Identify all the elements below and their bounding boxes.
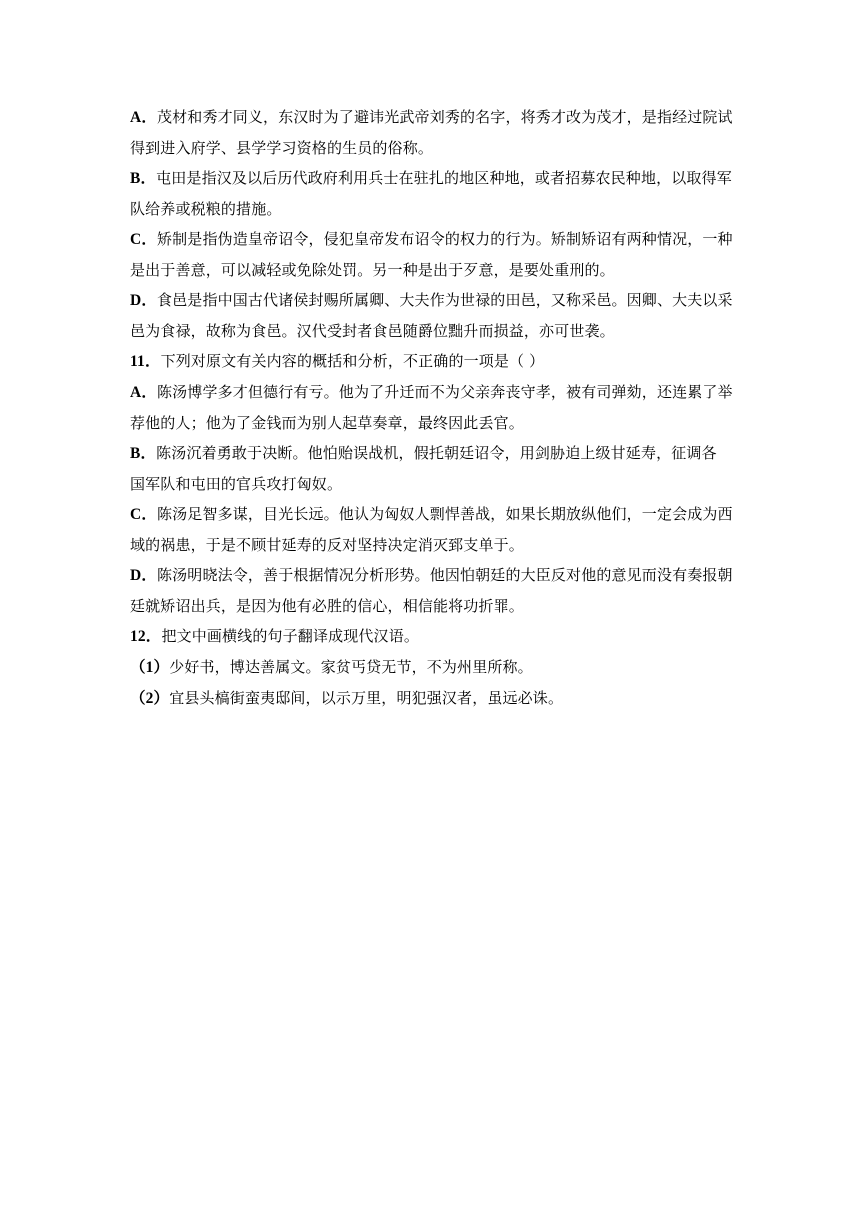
q12-sentence-1 (130, 652, 734, 683)
option-label: B． (130, 170, 157, 187)
q11-option-d-line-2 (130, 591, 734, 621)
sub-question-number: （2） (130, 690, 170, 707)
option-text: 陈汤足智多谋，目光长远。他认为匈奴人剽悍善战，如果长期放纵他们，一定会成为西 (157, 505, 733, 523)
option-label: A． (130, 384, 157, 401)
sentence-text: 少好书，博达善属文。家贫丐贷无节，不为州里所称。 (169, 658, 533, 676)
option-text: 得到进入府学、县学学习资格的生员的俗称。 (130, 139, 434, 157)
option-text: 陈汤沉着勇敢于决断。他怕贻误战机，假托朝廷诏令，用剑胁迫上级甘延寿，征调各 (156, 444, 717, 462)
option-text: 陈汤明晓法令，善于根据情况分析形势。他因怕朝廷的大臣反对他的意见而没有奏报朝 (157, 566, 733, 584)
option-label: C． (130, 506, 157, 523)
option-label: C． (130, 231, 157, 248)
option-a-line-2 (130, 133, 734, 163)
option-c-line-1 (130, 224, 734, 255)
option-text: 食邑是指中国古代诸侯封赐所属卿、大夫作为世禄的田邑，又称采邑。因卿、大夫以采 (157, 291, 733, 309)
option-label: D． (130, 292, 157, 309)
question-text: 把文中画横线的句子翻译成现代汉语。 (161, 627, 420, 645)
q12-sentence-2 (130, 683, 734, 714)
option-d-line-2 (130, 316, 734, 346)
sentence-text: 宜县头槁街蛮夷邸间，以示万里，明犯强汉者，虽远必诛。 (169, 689, 564, 707)
option-text: 屯田是指汉及以后历代政府利用兵士在驻扎的地区种地，或者招募农民种地，以取得军 (156, 169, 732, 187)
sub-question-number: （1） (130, 659, 170, 676)
option-label: D． (130, 567, 157, 584)
option-d-line-1 (130, 285, 734, 316)
q11-option-a-line-2 (130, 408, 734, 438)
option-label: A． (130, 109, 157, 126)
option-text: 队给养或税粮的措施。 (130, 200, 282, 218)
question-number: 11． (130, 353, 161, 370)
q11-option-b-line-2 (130, 469, 734, 499)
option-text: 国军队和屯田的官兵攻打匈奴。 (130, 475, 343, 493)
option-text: 是出于善意，可以减轻或免除处罚。另一种是出于歹意，是要处重刑的。 (130, 261, 615, 279)
q11-option-c-line-2 (130, 530, 734, 560)
option-label: B． (130, 445, 157, 462)
option-text: 域的祸患，于是不顾甘延寿的反对坚持决定消灭郅支单于。 (130, 536, 524, 554)
option-text: 陈汤博学多才但德行有亏。他为了升迁而不为父亲奔丧守孝，被有司弹劾，还连累了举 (157, 383, 733, 401)
q11-option-d-line-1 (130, 560, 734, 591)
option-text: 矫制是指伪造皇帝诏令，侵犯皇帝发布诏令的权力的行为。矫制矫诏有两种情况，一种 (157, 230, 733, 248)
question-11-stem (130, 346, 734, 377)
option-text: 茂材和秀才同义，东汉时为了避讳光武帝刘秀的名字，将秀才改为茂才，是指经过院试 (157, 108, 733, 126)
option-b-line-1 (130, 163, 734, 194)
question-number: 12． (130, 628, 162, 645)
option-text: 荐他的人；他为了金钱而为别人起草奏章，最终因此丢官。 (130, 414, 524, 432)
q11-option-b-line-1 (130, 438, 734, 469)
option-text: 邑为食禄，故称为食邑。汉代受封者食邑随爵位黜升而损益，亦可世袭。 (130, 322, 615, 340)
option-c-line-2 (130, 255, 734, 285)
q11-option-c-line-1 (130, 499, 734, 530)
question-text: 下列对原文有关内容的概括和分析，不正确的一项是（ ） (160, 352, 545, 370)
q11-option-a-line-1 (130, 377, 734, 408)
question-12-stem (130, 621, 734, 652)
option-text: 廷就矫诏出兵，是因为他有必胜的信心，相信能将功折罪。 (130, 597, 524, 615)
option-b-line-2 (130, 194, 734, 224)
question-text-block (130, 102, 734, 714)
option-a-line-1 (130, 102, 734, 133)
